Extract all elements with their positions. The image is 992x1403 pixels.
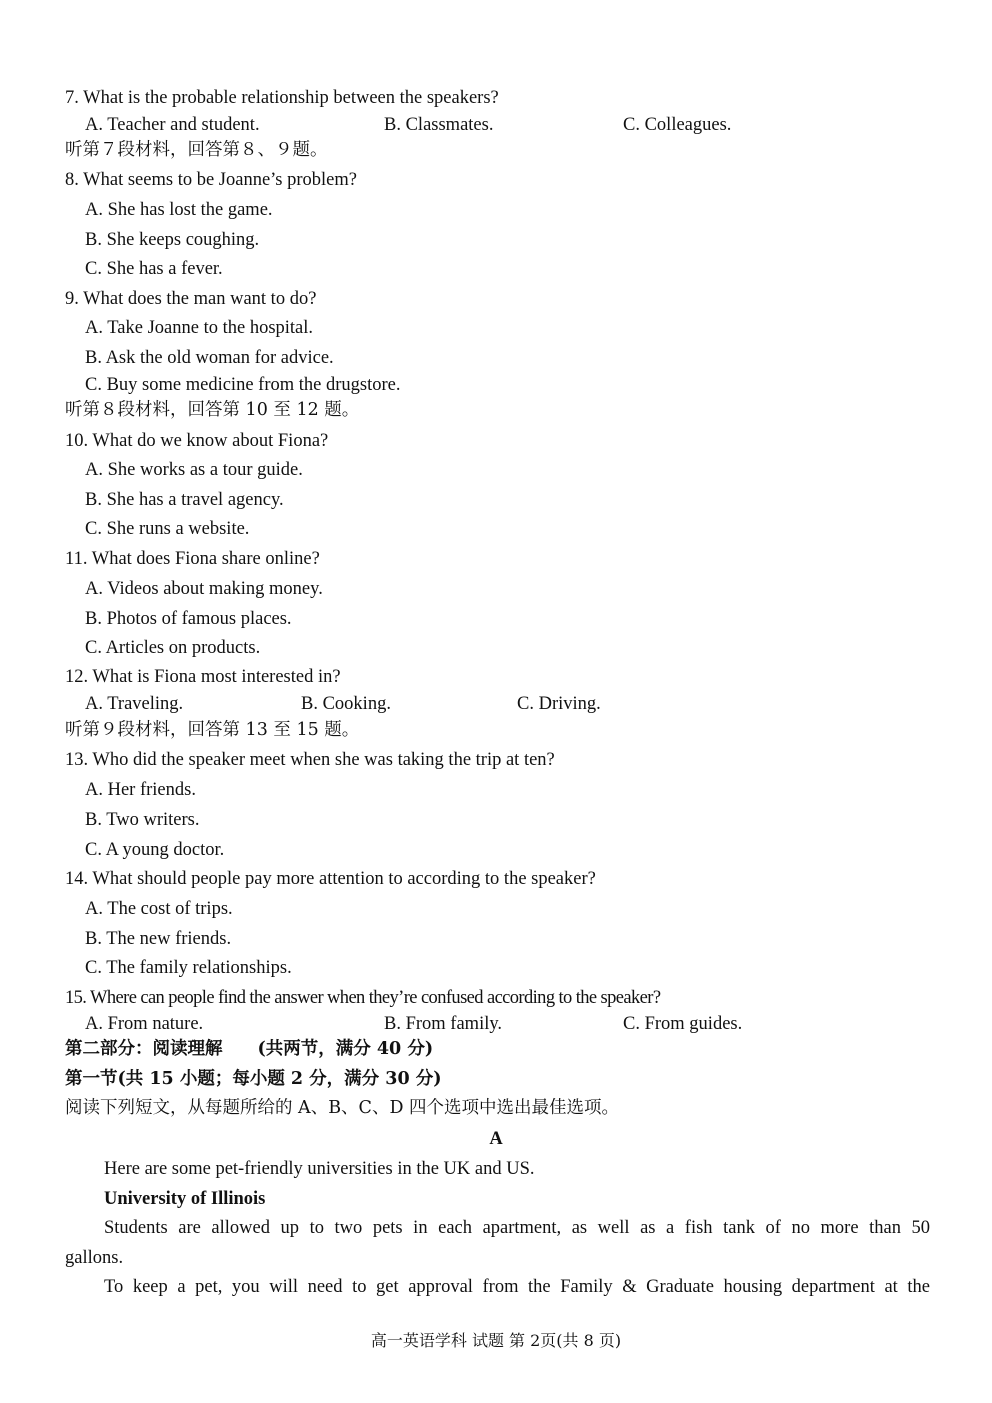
question-13-option-b: B. Two writers. bbox=[85, 810, 200, 830]
question-9-stem: 9. What does the man want to do? bbox=[65, 289, 317, 309]
question-12-option-a: A. Traveling. bbox=[85, 694, 184, 714]
question-14-option-b: B. The new friends. bbox=[85, 929, 232, 949]
question-12-stem: 12. What is Fiona most interested in? bbox=[65, 667, 341, 687]
question-14-option-c: C. The family relationships. bbox=[85, 958, 292, 978]
question-10-option-a: A. She works as a tour guide. bbox=[85, 460, 303, 480]
passage-intro: Here are some pet-friendly universities in the UK and US. bbox=[104, 1159, 535, 1179]
question-14-stem: 14. What should people pay more attention to according to the speaker? bbox=[65, 869, 596, 889]
question-11-stem: 11. What does Fiona share online? bbox=[65, 549, 320, 569]
question-13-stem: 13. Who did the speaker meet when she was taking the trip at ten? bbox=[65, 750, 555, 770]
instruction-material-9: 听第９段材料，回答第 13 至 15 题。 bbox=[65, 720, 360, 740]
passage-paragraph-1-line-1: Students are allowed up to two pets in each apartment, as well as a fish tank of no more than 50 bbox=[104, 1218, 930, 1238]
passage-letter: A bbox=[489, 1129, 503, 1149]
question-9-option-c: C. Buy some medicine from the drugstore. bbox=[85, 375, 401, 395]
passage-paragraph-2-line-1: To keep a pet, you will need to get approval from the Family & Graduate housing department at the bbox=[104, 1277, 930, 1297]
question-11-option-a: A. Videos about making money. bbox=[85, 579, 323, 599]
question-13-option-a: A. Her friends. bbox=[85, 780, 196, 800]
question-8-option-a: A. She has lost the game. bbox=[85, 200, 273, 220]
question-7-option-a: A. Teacher and student. bbox=[85, 115, 260, 135]
question-9-option-a: A. Take Joanne to the hospital. bbox=[85, 318, 314, 338]
question-8-option-b: B. She keeps coughing. bbox=[85, 230, 260, 250]
question-7-option-b: B. Classmates. bbox=[384, 115, 494, 135]
question-7-option-c: C. Colleagues. bbox=[623, 115, 732, 135]
question-15-stem: 15. Where can people find the answer when they’re confused according to the speaker? bbox=[65, 988, 661, 1008]
question-8-option-c: C. She has a fever. bbox=[85, 259, 223, 279]
question-10-stem: 10. What do we know about Fiona? bbox=[65, 431, 329, 451]
section-one-heading: 第一节(共 15 小题；每小题 2 分，满分 30 分) bbox=[65, 1069, 442, 1089]
instruction-material-8: 听第８段材料，回答第 10 至 12 题。 bbox=[65, 400, 360, 420]
question-10-option-c: C. She runs a website. bbox=[85, 519, 250, 539]
question-10-option-b: B. She has a travel agency. bbox=[85, 490, 284, 510]
question-13-option-c: C. A young doctor. bbox=[85, 840, 225, 860]
question-15-option-c: C. From guides. bbox=[623, 1014, 743, 1034]
passage-heading: University of Illinois bbox=[104, 1189, 266, 1209]
question-11-option-c: C. Articles on products. bbox=[85, 638, 261, 658]
question-11-option-b: B. Photos of famous places. bbox=[85, 609, 292, 629]
question-12-option-b: B. Cooking. bbox=[301, 694, 391, 714]
question-8-stem: 8. What seems to be Joanne’s problem? bbox=[65, 170, 357, 190]
question-9-option-b: B. Ask the old woman for advice. bbox=[85, 348, 334, 368]
question-15-option-b: B. From family. bbox=[384, 1014, 503, 1034]
question-15-option-a: A. From nature. bbox=[85, 1014, 204, 1034]
reading-instruction: 阅读下列短文，从每题所给的 A、B、C、D 四个选项中选出最佳选项。 bbox=[65, 1098, 620, 1118]
instruction-material-7: 听第７段材料，回答第８、９题。 bbox=[65, 140, 328, 160]
question-14-option-a: A. The cost of trips. bbox=[85, 899, 233, 919]
question-12-option-c: C. Driving. bbox=[517, 694, 601, 714]
passage-paragraph-1-line-2: gallons. bbox=[65, 1248, 124, 1268]
part-two-heading: 第二部分：阅读理解 (共两节，满分 40 分) bbox=[65, 1039, 434, 1059]
page-footer: 高一英语学科 试题 第 2页(共 8 页) bbox=[370, 1331, 622, 1350]
question-7-stem: 7. What is the probable relationship between the speakers? bbox=[65, 88, 499, 108]
